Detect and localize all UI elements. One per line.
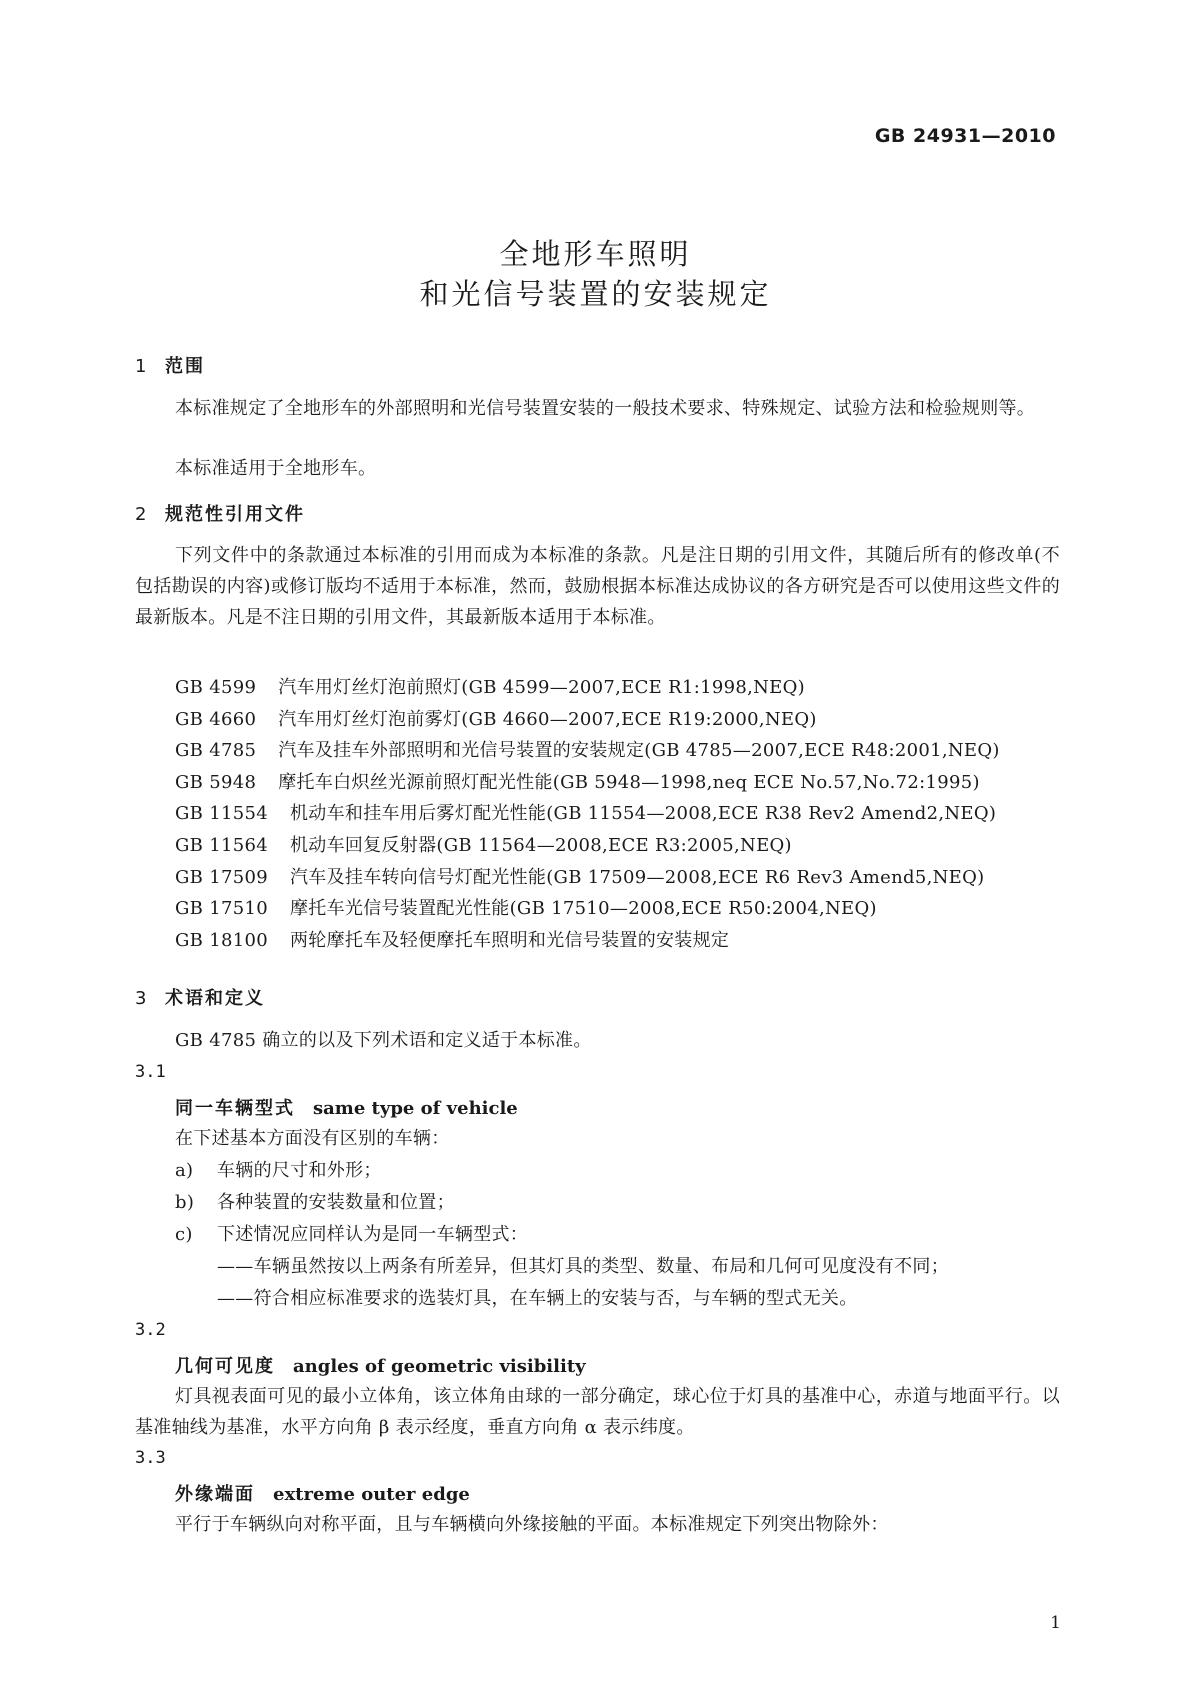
reference-item [175,830,1075,862]
clause-number: 3.3 [135,1448,166,1468]
list-item-text: 下述情况应同样认为是同一车辆型式： [217,1224,529,1245]
section-number: 3 [135,988,147,1009]
term-heading [175,1094,518,1120]
reference-name: 摩托车白炽丝光源前照灯配光性能(GB 5948—1998,neq ECE No.57,No.72:1995) [278,771,980,793]
reference-name: 机动车回复反射器(GB 11564—2008,ECE R3:2005,NEQ) [290,834,792,856]
reference-name: 汽车用灯丝灯泡前雾灯(GB 4660—2007,ECE R19:2000,NEQ) [278,708,817,730]
reference-code: GB 4785 [175,740,257,762]
section-1-paragraph: 本标准适用于全地形车。 [175,458,377,479]
term-heading [175,1352,586,1378]
reference-code: GB 17509 [175,866,268,888]
term-chinese: 同一车辆型式 [175,1098,295,1119]
reference-name: 汽车及挂车外部照明和光信号装置的安装规定(GB 4785—2007,ECE R48:2001,NEQ) [278,740,1000,762]
reference-code: GB 4599 [175,677,257,698]
reference-item [175,925,1075,957]
reference-item [175,767,1075,799]
reference-code: GB 11564 [175,834,268,856]
section-2-intro: 下列文件中的条款通过本标准的引用而成为本标准的条款。凡是注日期的引用文件，其随后所有的修改单(不包括勘误的内容)或修订版均不适用于本标准，然而，鼓励根据本标准达成协议的各方研究是否可以使用这些文件的最新版本。凡是不注日期的引用文件，其最新版本适用于本标准。 [135,545,1060,628]
reference-item [175,893,1075,925]
reference-name: 汽车用灯丝灯泡前照灯(GB 4599—2007,ECE R1:1998,NEQ) [278,677,805,698]
reference-code: GB 11554 [175,803,268,825]
clause-number: 3.1 [135,1062,166,1082]
term-chinese: 几何可见度 [175,1356,275,1377]
section-number: 1 [135,356,147,377]
clause-number: 3.2 [135,1320,166,1340]
term-definition: 灯具视表面可见的最小立体角，该立体角由球的一部分确定，球心位于灯具的基准中心，赤道与地面平行。以基准轴线为基准，水平方向角 β 表示经度，垂直方向角 α 表示纬度。 [135,1386,1060,1438]
list-item [175,1187,455,1218]
reference-name: 机动车和挂车用后雾灯配光性能(GB 11554—2008,ECE R38 Rev2 Amend2,NEQ) [290,803,997,825]
reference-item [175,862,1075,894]
term-definition: 平行于车辆纵向对称平面，且与车辆横向外缘接触的平面。本标准规定下列突出物除外： [175,1514,889,1535]
section-1-heading [135,352,205,378]
section-3-heading [135,984,265,1010]
page-number: 1 [1050,1613,1061,1633]
reference-item [175,798,1075,830]
reference-name: 两轮摩托车及轻便摩托车照明和光信号装置的安装规定 [290,929,730,951]
dash-item: ——车辆虽然按以上两条有所差异，但其灯具的类型、数量、布局和几何可见度没有不同； [217,1256,949,1277]
list-item-label: b) [175,1192,195,1213]
reference-code: GB 4660 [175,708,257,730]
term-heading [175,1480,470,1506]
term-english: angles of geometric visibility [293,1356,586,1377]
list-item [175,1219,528,1250]
list-item-label: a) [175,1160,194,1181]
section-2-heading [135,500,305,526]
reference-name: 摩托车光信号装置配光性能(GB 17510—2008,ECE R50:2004,NEQ) [290,898,877,920]
standard-code: GB 24931—2010 [874,125,1056,147]
term-english: same type of vehicle [313,1098,518,1119]
term-chinese: 外缘端面 [175,1484,255,1505]
list-item [175,1155,382,1186]
reference-item [175,735,1075,767]
reference-code: GB 5948 [175,771,257,793]
section-1-paragraph: 本标准规定了全地形车的外部照明和光信号装置安装的一般技术要求、特殊规定、试验方法和检验规则等。 [175,398,1036,419]
section-number: 2 [135,504,147,525]
reference-code: GB 18100 [175,929,268,951]
reference-item [175,672,1075,704]
section-title: 范围 [165,356,205,377]
reference-name: 汽车及挂车转向信号灯配光性能(GB 17509—2008,ECE R6 Rev3 Amend5,NEQ) [290,866,985,888]
section-title: 术语和定义 [165,988,265,1009]
list-item-label: c) [175,1224,193,1245]
term-english: extreme outer edge [273,1484,470,1505]
section-3-intro: GB 4785 确立的以及下列术语和定义适于本标准。 [175,1030,592,1051]
normative-references-list [175,672,1075,956]
reference-item [175,704,1075,736]
term-definition: 在下述基本方面没有区别的车辆： [175,1128,450,1149]
list-item-text: 车辆的尺寸和外形； [217,1160,382,1181]
list-item-text: 各种装置的安装数量和位置； [217,1192,455,1213]
reference-code: GB 17510 [175,898,268,920]
document-title-line2: 和光信号装置的安装规定 [419,277,772,311]
document-title-line1: 全地形车照明 [499,237,692,271]
section-title: 规范性引用文件 [165,504,305,525]
dash-item: ——符合相应标准要求的选装灯具，在车辆上的安装与否，与车辆的型式无关。 [217,1288,858,1309]
